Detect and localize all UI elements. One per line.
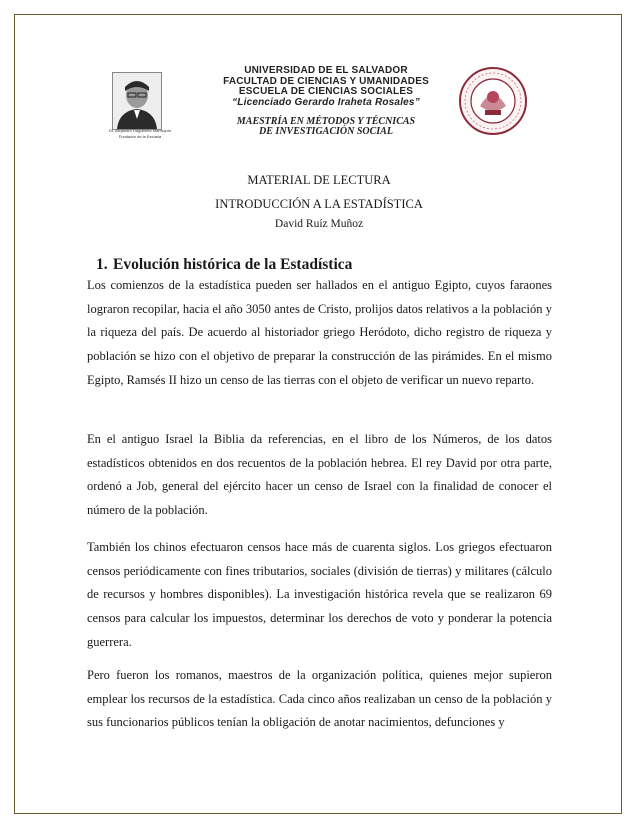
paragraph-rome: Pero fueron los romanos, maestros de la organización política, quienes mejor supieron emplear los recursos de la estadística. Cada cinco años realizaban un censo de la población y sus funcionarios públicos tenían la obligación de anotar nacimientos, defunciones y bbox=[87, 668, 552, 730]
reading-material-title: MATERIAL DE LECTURA bbox=[247, 173, 391, 187]
portrait-caption bbox=[92, 128, 188, 140]
school-name: ESCUELA DE CIENCIAS SOCIALES bbox=[238, 86, 414, 97]
founder-portrait bbox=[112, 72, 162, 130]
program-name-line1: MAESTRÍA EN MÉTODOS Y TÉCNICAS bbox=[236, 116, 416, 127]
program-name-line2: DE INVESTIGACIÓN SOCIAL bbox=[259, 126, 393, 137]
faculty-name: FACULTAD DE CIENCIAS Y UMANIDADES bbox=[223, 75, 429, 87]
portrait-caption-role: Fundador de la Escuela bbox=[118, 134, 162, 139]
institution-header bbox=[200, 66, 452, 137]
paragraph-israel: En el antiguo Israel la Biblia da referencias, en el libro de los Números, de los datos estadísticos obtenidos en dos recuentos de la población hebrea. El rey David por otra parte, ordenó a Job, general del ejército hacer un censo de Israel con la finalidad de conocer el número de la población. bbox=[87, 432, 552, 518]
paragraph-egypt: Los comienzos de la estadística pueden ser hallados en el antiguo Egipto, cuyos faraones lograron recopilar, hacia el año 3050 antes de Cristo, prolijos datos relativos a la población y la riqueza del país. De acuerdo al historiador griego Heródoto, dicho registro de riqueza y población se hizo con el objetivo de preparar la construcción de las pirámides. En el mismo Egipto, Ramsés II hizo un censo de las tierras con el objeto de verificar un nuevo reparto. bbox=[87, 278, 552, 387]
university-seal-logo bbox=[458, 66, 528, 136]
university-name: UNIVERSIDAD DE EL SALVADOR bbox=[244, 65, 408, 76]
portrait-caption-name: Dr. Alejandro Dagoberto Marroquín bbox=[108, 128, 172, 133]
school-dedication: “Licenciado Gerardo Iraheta Rosales” bbox=[232, 96, 420, 108]
section-number: 1. bbox=[96, 256, 108, 273]
course-title: INTRODUCCIÓN A LA ESTADÍSTICA bbox=[215, 197, 423, 211]
section-heading: Evolución histórica de la Estadística bbox=[113, 256, 353, 273]
paragraph-china-greece: También los chinos efectuaron censos hace más de cuarenta siglos. Los griegos efectuaron censos periódicamente con fines tributarios, sociales (división de tierras) y militares (cálculo de recursos y hombres disponibles). La investigación histórica revela que se realizaron 69 censos para calcular los impuestos, determinar los derechos de voto y ponderar la potencia guerrera. bbox=[87, 540, 552, 649]
author-name: David Ruíz Muñoz bbox=[274, 218, 364, 230]
